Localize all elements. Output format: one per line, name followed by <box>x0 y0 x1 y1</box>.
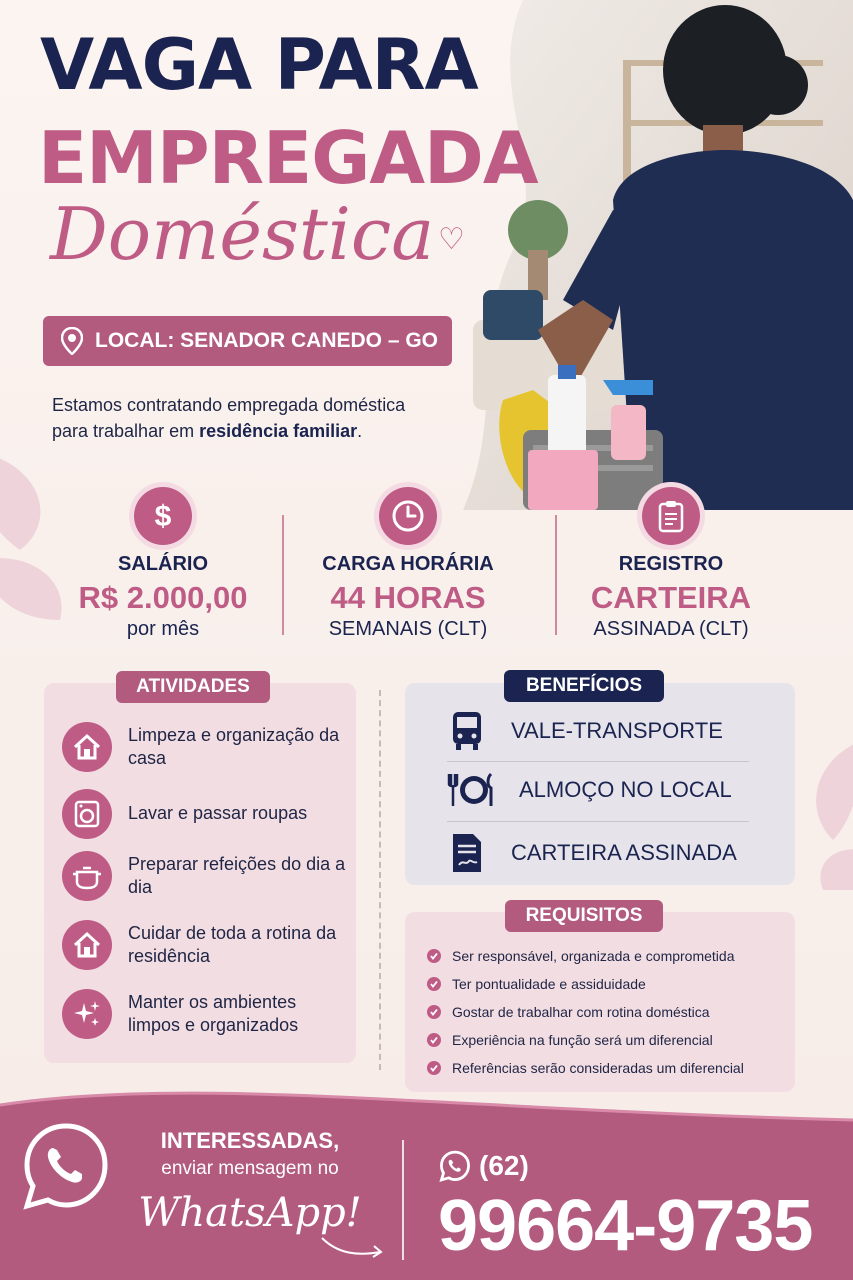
registration-block <box>556 487 786 641</box>
housekeeper-photo <box>463 0 853 510</box>
requirement-text: Ter pontualidade e assiduidade <box>452 976 646 992</box>
svg-text:$: $ <box>154 500 172 533</box>
benefit-text: VALE-TRANSPORTE <box>511 718 723 743</box>
check-icon <box>427 1033 441 1047</box>
benefit-item <box>447 832 749 874</box>
area-code <box>439 1150 529 1182</box>
hours-value: 44 HORAS <box>330 580 486 615</box>
registration-sub: ASSINADA (CLT) <box>593 618 749 640</box>
requirement-text: Ser responsável, organizada e comprometida <box>452 948 735 964</box>
washing-machine-icon <box>62 789 112 839</box>
salary-label: SALÁRIO <box>118 553 208 575</box>
hours-sub: SEMANAIS (CLT) <box>328 618 488 640</box>
cta-line-2: enviar mensagem no <box>161 1158 339 1179</box>
clock-icon <box>379 487 437 545</box>
benefit-item <box>447 770 749 810</box>
leaf-decoration-right <box>793 730 853 890</box>
activity-text: Cuidar de toda a rotina da residência <box>128 922 337 966</box>
divider <box>447 761 749 762</box>
divider <box>282 515 284 635</box>
arrow-icon <box>318 1232 388 1262</box>
requirement-text: Referências serão consideradas um diferencial <box>452 1060 744 1076</box>
map-pin-icon <box>61 327 83 355</box>
location-banner <box>43 316 452 366</box>
title-line-1: VAGA PARA <box>40 24 478 106</box>
salary-block <box>48 487 278 641</box>
registration-value: CARTEIRA <box>590 580 752 615</box>
intro-line-2-prefix: para trabalhar em <box>52 421 200 442</box>
signed-document-icon <box>447 832 487 874</box>
registration-label: REGISTRO <box>618 553 724 575</box>
intro-line-2-suffix: . <box>357 421 363 442</box>
requirement-item <box>427 948 735 964</box>
cta-line-1: INTERESSADAS, <box>160 1128 340 1153</box>
requirement-item <box>427 976 646 992</box>
dollar-icon <box>134 487 192 545</box>
bus-icon <box>447 710 487 752</box>
title-script: Doméstica <box>50 192 435 276</box>
requirement-text: Experiência na função será um diferencial <box>452 1032 713 1048</box>
activities-title: ATIVIDADES <box>116 671 270 703</box>
cooking-pot-icon <box>62 851 112 901</box>
activity-item <box>62 851 348 901</box>
area-code-text: (62) <box>479 1150 529 1181</box>
requirement-item <box>427 1004 710 1020</box>
requirement-item <box>427 1060 744 1076</box>
check-icon <box>427 977 441 991</box>
activity-text: Limpeza e organização da casa <box>128 724 340 768</box>
activity-text: Preparar refeições do dia a dia <box>128 853 346 897</box>
benefit-item <box>447 710 749 752</box>
check-icon <box>427 949 441 963</box>
activity-item <box>62 989 348 1039</box>
plate-icon <box>447 770 495 810</box>
footer-divider <box>402 1140 404 1260</box>
benefit-text: CARTEIRA ASSINADA <box>511 840 737 865</box>
house-icon <box>62 920 112 970</box>
benefit-text: ALMOÇO NO LOCAL <box>519 777 732 802</box>
activity-item <box>62 920 348 970</box>
house-icon <box>62 722 112 772</box>
benefits-title: BENEFÍCIOS <box>504 670 664 702</box>
whatsapp-small-icon <box>439 1150 471 1182</box>
location-label: LOCAL: SENADOR CANEDO – GO <box>95 329 439 352</box>
check-icon <box>427 1061 441 1075</box>
hours-label: CARGA HORÁRIA <box>322 553 494 575</box>
title-line-2: EMPREGADA <box>38 116 538 200</box>
intro-line-2-bold: residência familiar <box>199 421 358 442</box>
whatsapp-icon[interactable] <box>20 1120 112 1212</box>
requirements-title: REQUISITOS <box>505 900 663 932</box>
hours-block <box>293 487 523 641</box>
salary-period: por mês <box>126 618 200 640</box>
requirement-item <box>427 1032 713 1048</box>
salary-value: R$ 2.000,00 <box>78 580 248 615</box>
activity-item <box>62 789 348 839</box>
requirement-text: Gostar de trabalhar com rotina doméstica <box>452 1004 710 1020</box>
clipboard-icon <box>642 487 700 545</box>
intro-line-1: Estamos contratando empregada doméstica <box>52 395 406 415</box>
cta-line-3: WhatsApp! <box>138 1190 362 1236</box>
sparkles-icon <box>62 989 112 1039</box>
activity-text: Manter os ambientes limpos e organizados <box>128 991 299 1035</box>
intro-text <box>52 392 472 444</box>
divider <box>447 821 749 822</box>
heart-icon: ♡ <box>438 222 465 257</box>
phone-number[interactable]: 99664-9735 <box>438 1186 813 1266</box>
activity-text: Lavar e passar roupas <box>128 803 308 824</box>
activity-item <box>62 722 348 772</box>
intro-line-2 <box>52 418 472 444</box>
check-icon <box>427 1005 441 1019</box>
column-divider <box>379 690 381 1070</box>
